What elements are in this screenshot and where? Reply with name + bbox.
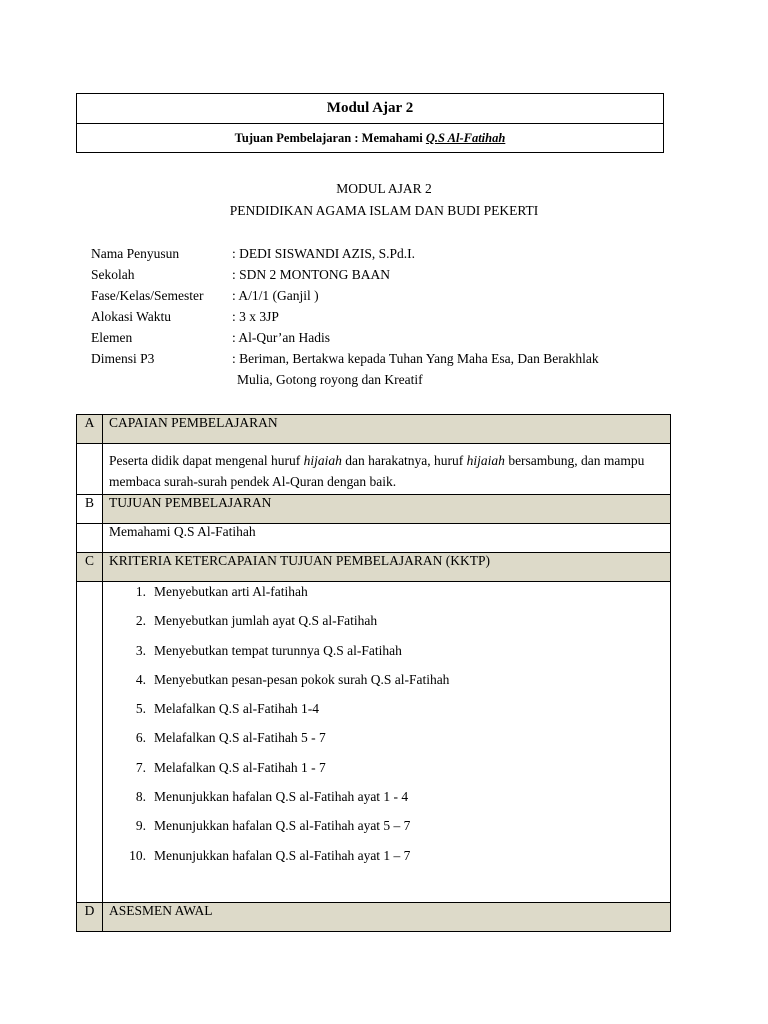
list-text: Menyebutkan jumlah ayat Q.S al-Fatihah xyxy=(154,613,378,629)
section-body: Memahami Q.S Al-Fatihah xyxy=(103,524,671,553)
list-text: Menyebutkan pesan-pesan pokok surah Q.S al-Fatihah xyxy=(154,671,450,687)
module-sections-table xyxy=(76,414,671,932)
info-row xyxy=(91,306,671,327)
info-row xyxy=(91,285,671,306)
section-letter: B xyxy=(77,495,103,524)
list-text: Menunjukkan hafalan Q.S al-Fatihah ayat 1 - 4 xyxy=(154,789,409,805)
section-letter-empty xyxy=(77,582,103,903)
module-title: Modul Ajar 2 xyxy=(77,94,663,124)
list-text: Menyebutkan arti Al-fatihah xyxy=(154,584,308,599)
info-label: Elemen xyxy=(91,330,133,345)
doc-title-line1: MODUL AJAR 2 xyxy=(336,181,432,196)
list-item xyxy=(103,584,670,613)
learning-objective-surah: Q.S Al-Fatihah xyxy=(425,131,506,145)
info-row xyxy=(91,348,671,369)
learning-objective-prefix: Tujuan Pembelajaran : Memahami xyxy=(234,131,426,145)
info-value: : 3 x 3JP xyxy=(232,309,279,324)
info-value: : SDN 2 MONTONG BAAN xyxy=(232,267,391,282)
info-row xyxy=(91,264,671,285)
section-c-header xyxy=(77,553,671,582)
list-number: 3. xyxy=(135,642,146,658)
section-b-body xyxy=(77,524,671,553)
list-number: 6. xyxy=(135,730,146,746)
section-letter: D xyxy=(77,903,103,932)
info-label: Sekolah xyxy=(91,267,135,282)
list-text: Menunjukkan hafalan Q.S al-Fatihah ayat 1 – 7 xyxy=(154,847,411,863)
list-item xyxy=(103,818,670,847)
section-body: Peserta didik dapat mengenal huruf hijaiah dan harakatnya, huruf hijaiah bersambung, dan mampu membaca surah-surah pendek Al-Quran dengan baik. xyxy=(103,444,671,495)
section-letter-empty xyxy=(77,444,103,495)
list-item xyxy=(103,701,670,730)
info-label: Fase/Kelas/Semester xyxy=(91,288,204,303)
list-number: 7. xyxy=(135,759,146,775)
section-title: KRITERIA KETERCAPAIAN TUJUAN PEMBELAJARAN (KKTP) xyxy=(103,553,671,582)
doc-title-line2: PENDIDIKAN AGAMA ISLAM DAN BUDI PEKERTI xyxy=(229,203,539,218)
info-row xyxy=(91,327,671,348)
info-value: : Beriman, Bertakwa kepada Tuhan Yang Maha Esa, Dan Berakhlak xyxy=(232,351,599,366)
section-a-body xyxy=(77,444,671,495)
list-number: 9. xyxy=(135,818,146,834)
info-label: Alokasi Waktu xyxy=(91,309,172,324)
info-label: Nama Penyusun xyxy=(91,246,180,261)
section-letter-empty xyxy=(77,524,103,553)
info-label: Dimensi P3 xyxy=(91,351,155,366)
section-title: ASESMEN AWAL xyxy=(103,903,671,932)
list-number: 10. xyxy=(129,847,146,863)
list-text: Melafalkan Q.S al-Fatihah 1 - 7 xyxy=(154,759,326,775)
info-value: : Al-Qur’an Hadis xyxy=(232,330,330,345)
section-title: TUJUAN PEMBELAJARAN xyxy=(103,495,671,524)
list-text: Melafalkan Q.S al-Fatihah 5 - 7 xyxy=(154,730,326,746)
list-item xyxy=(103,730,670,759)
list-text: Menunjukkan hafalan Q.S al-Fatihah ayat 5 – 7 xyxy=(154,818,411,834)
section-d-header xyxy=(77,903,671,932)
info-value: : DEDI SISWANDI AZIS, S.Pd.I. xyxy=(232,246,416,261)
list-number: 2. xyxy=(135,613,146,629)
learning-objective-header xyxy=(77,124,663,152)
list-item xyxy=(103,760,670,789)
list-item xyxy=(103,613,670,642)
header-box xyxy=(76,93,664,153)
section-title: CAPAIAN PEMBELAJARAN xyxy=(103,415,671,444)
list-number: 5. xyxy=(135,701,146,717)
list-item xyxy=(103,643,670,672)
identity-info xyxy=(91,243,671,390)
section-c-body xyxy=(77,582,671,903)
list-number: 4. xyxy=(135,671,146,687)
kktp-list xyxy=(103,582,671,903)
list-number: 8. xyxy=(135,789,146,805)
list-item xyxy=(103,848,670,877)
section-a-header xyxy=(77,415,671,444)
section-letter: C xyxy=(77,553,103,582)
list-text: Melafalkan Q.S al-Fatihah 1-4 xyxy=(154,701,319,717)
info-value: : A/1/1 (Ganjil ) xyxy=(232,288,319,303)
info-value-continuation: Mulia, Gotong royong dan Kreatif xyxy=(237,372,423,387)
list-number: 1. xyxy=(135,584,146,599)
list-text: Menyebutkan tempat turunnya Q.S al-Fatihah xyxy=(154,642,402,658)
section-b-header xyxy=(77,495,671,524)
list-item xyxy=(103,672,670,701)
section-letter: A xyxy=(77,415,103,444)
info-row xyxy=(91,243,671,264)
list-item xyxy=(103,789,670,818)
